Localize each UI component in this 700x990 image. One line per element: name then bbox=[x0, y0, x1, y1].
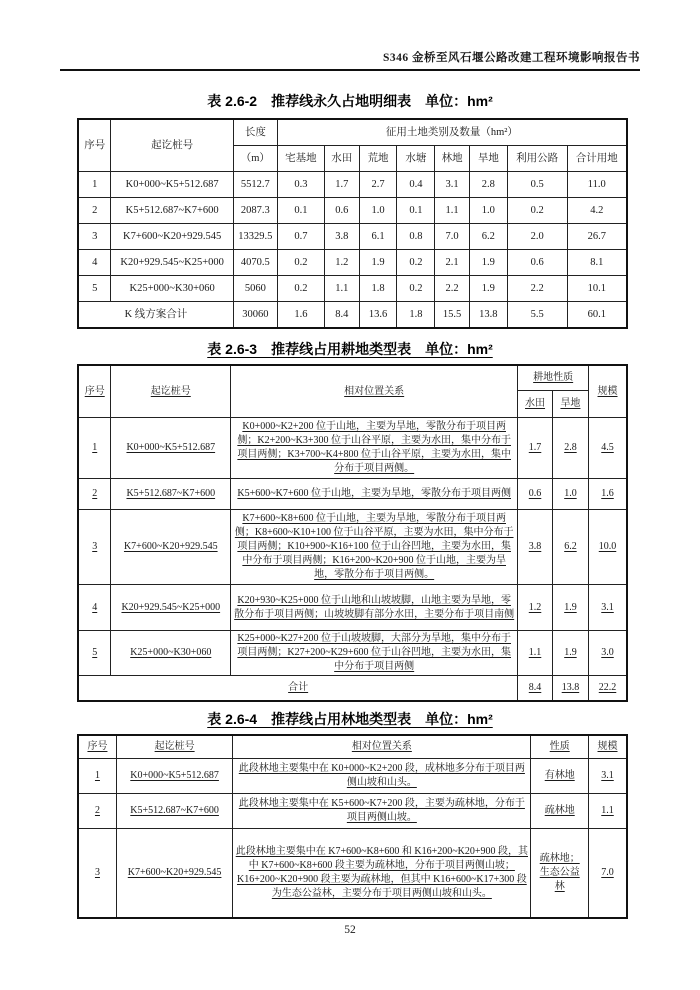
header-cell-landtype-group: 征用土地类别及数量（hm²） bbox=[277, 119, 627, 146]
header-cell-position: 相对位置关系 bbox=[231, 365, 518, 418]
cell-value: 0.8 bbox=[397, 224, 435, 250]
cell-scale-value: 22.2 bbox=[589, 676, 627, 702]
cell-value: 1.1 bbox=[435, 198, 470, 224]
cell-no: 3 bbox=[78, 510, 111, 585]
header-cell-section: 起讫桩号 bbox=[116, 735, 232, 759]
cell-value: 3.1 bbox=[435, 172, 470, 198]
cell-value: 1.0 bbox=[469, 198, 507, 224]
header-cell-existing-road: 利用公路 bbox=[507, 146, 567, 172]
cell-value: 7.0 bbox=[435, 224, 470, 250]
cell-section: K5+512.687~K7+600 bbox=[111, 198, 233, 224]
cell-dryland-value: 1.9 bbox=[552, 585, 588, 631]
cell-no: 2 bbox=[78, 794, 116, 829]
cell-section: K20+929.545~K25+000 bbox=[111, 585, 231, 631]
cell-length: 5060 bbox=[233, 276, 277, 302]
cell-value: 60.1 bbox=[567, 302, 627, 329]
cell-value: 1.9 bbox=[359, 250, 397, 276]
table-row bbox=[78, 794, 627, 829]
report-header bbox=[60, 0, 640, 71]
cell-value: 2.2 bbox=[507, 276, 567, 302]
cell-value: 1.6 bbox=[277, 302, 324, 329]
header-cell-no: 序号 bbox=[78, 119, 111, 172]
cell-value: 0.6 bbox=[324, 198, 359, 224]
cell-value: 0.2 bbox=[507, 198, 567, 224]
table-row bbox=[78, 585, 627, 631]
report-header-title: S346 金桥至风石堰公路改建工程环境影响报告书 bbox=[382, 52, 640, 64]
cell-length: 4070.5 bbox=[233, 250, 277, 276]
cell-value: 1.2 bbox=[324, 250, 359, 276]
cell-section: K7+600~K20+929.545 bbox=[111, 510, 231, 585]
header-cell-section: 起讫桩号 bbox=[111, 119, 233, 172]
cell-value: 4.2 bbox=[567, 198, 627, 224]
table-row bbox=[78, 198, 627, 224]
cell-value: 0.2 bbox=[277, 250, 324, 276]
cell-section: K7+600~K20+929.545 bbox=[111, 224, 233, 250]
cell-dryland-value: 2.8 bbox=[552, 418, 588, 479]
header-cell-paddy: 水田 bbox=[324, 146, 359, 172]
table-264-forest-types bbox=[77, 734, 628, 919]
cell-value: 2.0 bbox=[507, 224, 567, 250]
header-cell-wasteland: 荒地 bbox=[359, 146, 397, 172]
cell-no: 3 bbox=[78, 224, 111, 250]
cell-length: 5512.7 bbox=[233, 172, 277, 198]
header-cell-length: 长度 bbox=[233, 119, 277, 146]
table-row bbox=[78, 759, 627, 794]
cell-value: 0.6 bbox=[507, 250, 567, 276]
cell-value: 1.0 bbox=[359, 198, 397, 224]
cell-section: K0+000~K5+512.687 bbox=[116, 759, 232, 794]
cell-position-desc: 此段林地主要集中在 K0+000~K2+200 段，成林地多分布于项目两侧山坡和山头。 bbox=[233, 759, 531, 794]
table-row bbox=[78, 224, 627, 250]
header-cell-paddy: 水田 bbox=[518, 391, 553, 418]
cell-nature-value: 疏林地；生态公益林 bbox=[531, 829, 589, 919]
cell-value: 6.2 bbox=[469, 224, 507, 250]
cell-value: 0.1 bbox=[397, 198, 435, 224]
cell-paddy-value: 1.7 bbox=[518, 418, 553, 479]
table-row bbox=[78, 735, 627, 759]
cell-section: K25+000~K30+060 bbox=[111, 276, 233, 302]
table-row bbox=[78, 829, 627, 919]
table-row bbox=[78, 172, 627, 198]
header-cell-dryland: 旱地 bbox=[469, 146, 507, 172]
table-264-caption: 表 2.6-4 推荐线占用林地类型表 单位：hm² bbox=[207, 711, 493, 727]
cell-no: 3 bbox=[78, 829, 116, 919]
cell-value: 0.2 bbox=[397, 276, 435, 302]
table-row bbox=[78, 365, 627, 391]
cell-section: K0+000~K5+512.687 bbox=[111, 172, 233, 198]
cell-section: K0+000~K5+512.687 bbox=[111, 418, 231, 479]
cell-value: 3.8 bbox=[324, 224, 359, 250]
header-cell-length-unit: （m） bbox=[233, 146, 277, 172]
cell-paddy-value: 1.1 bbox=[518, 631, 553, 676]
cell-nature-value: 有林地 bbox=[531, 759, 589, 794]
cell-paddy-value: 8.4 bbox=[518, 676, 553, 702]
table-263-caption: 表 2.6-3 推荐线占用耕地类型表 单位：hm² bbox=[207, 341, 493, 357]
table-row bbox=[78, 510, 627, 585]
header-cell-no: 序号 bbox=[78, 735, 116, 759]
cell-no: 5 bbox=[78, 631, 111, 676]
cell-value: 0.7 bbox=[277, 224, 324, 250]
cell-paddy-value: 0.6 bbox=[518, 479, 553, 510]
cell-value: 1.8 bbox=[359, 276, 397, 302]
cell-no: 1 bbox=[78, 759, 116, 794]
cell-value: 15.5 bbox=[435, 302, 470, 329]
table-row bbox=[78, 276, 627, 302]
cell-position-desc: 此段林地主要集中在 K7+600~K8+600 和 K16+200~K20+900 段，其中 K7+600~K8+600 段主要为疏林地，分布于项目两侧山坡；K16+200~K20+900 段主要为疏林地，但其中 K16+600~K17+300 段为生态公益林，主要分布于项目两侧山坡和山头。 bbox=[233, 829, 531, 919]
cell-value: 8.4 bbox=[324, 302, 359, 329]
cell-length: 30060 bbox=[233, 302, 277, 329]
cell-value: 11.0 bbox=[567, 172, 627, 198]
header-cell-pond: 水塘 bbox=[397, 146, 435, 172]
cell-paddy-value: 3.8 bbox=[518, 510, 553, 585]
table-262-land-occupation bbox=[77, 118, 628, 329]
cell-dryland-value: 1.0 bbox=[552, 479, 588, 510]
cell-value: 8.1 bbox=[567, 250, 627, 276]
cell-scale-value: 1.1 bbox=[589, 794, 627, 829]
header-cell-position: 相对位置关系 bbox=[233, 735, 531, 759]
cell-no: 4 bbox=[78, 250, 111, 276]
cell-length: 2087.3 bbox=[233, 198, 277, 224]
cell-section: K7+600~K20+929.545 bbox=[116, 829, 232, 919]
cell-dryland-value: 1.9 bbox=[552, 631, 588, 676]
cell-value: 1.9 bbox=[469, 276, 507, 302]
cell-scale-value: 3.0 bbox=[589, 631, 627, 676]
page-number: 52 bbox=[344, 924, 356, 936]
cell-value: 6.1 bbox=[359, 224, 397, 250]
cell-value: 1.1 bbox=[324, 276, 359, 302]
cell-value: 0.5 bbox=[507, 172, 567, 198]
cell-section: K20+929.545~K25+000 bbox=[111, 250, 233, 276]
cell-value: 0.4 bbox=[397, 172, 435, 198]
table-row bbox=[78, 418, 627, 479]
cell-value: 0.2 bbox=[277, 276, 324, 302]
header-cell-forest: 林地 bbox=[435, 146, 470, 172]
header-cell-dryland: 旱地 bbox=[552, 391, 588, 418]
cell-value: 1.7 bbox=[324, 172, 359, 198]
table-row bbox=[78, 119, 627, 146]
cell-scale-value: 7.0 bbox=[589, 829, 627, 919]
cell-scale-value: 3.1 bbox=[589, 759, 627, 794]
cell-position-desc: K7+600~K8+600 位于山地，主要为旱地，零散分布于项目两侧；K8+600~K10+100 位于山谷平原，主要为水田，集中分布于项目两侧；K10+900~K16+100 位于山谷凹地，主要为水田，集中分布于项目两侧；K16+200~K20+900 位于山地，主要为旱地，零散分布于项目两侧。 bbox=[231, 510, 518, 585]
cell-nature-value: 疏林地 bbox=[531, 794, 589, 829]
cell-position-desc: K25+000~K27+200 位于山坡坡脚，大部分为旱地，集中分布于项目两侧；K27+200~K29+600 位于山谷凹地，主要为水田，集中分布于项目两侧 bbox=[231, 631, 518, 676]
header-cell-section: 起讫桩号 bbox=[111, 365, 231, 418]
table-263-farmland-types bbox=[77, 364, 628, 702]
table-row bbox=[78, 250, 627, 276]
header-cell-nature: 性质 bbox=[531, 735, 589, 759]
header-cell-no: 序号 bbox=[78, 365, 111, 418]
cell-value: 0.2 bbox=[397, 250, 435, 276]
cell-value: 13.8 bbox=[469, 302, 507, 329]
cell-value: 2.8 bbox=[469, 172, 507, 198]
header-cell-scale: 规模 bbox=[589, 735, 627, 759]
cell-no: 2 bbox=[78, 479, 111, 510]
cell-value: 2.1 bbox=[435, 250, 470, 276]
header-cell-total: 合计用地 bbox=[567, 146, 627, 172]
cell-position-desc: K0+000~K2+200 位于山地，主要为旱地，零散分布于项目两侧；K2+200~K3+300 位于山谷平原，主要为水田，集中分布于项目两侧；K3+700~K4+800 位于山谷平原，主要为水田，集中分布于项目两侧。 bbox=[231, 418, 518, 479]
cell-no: 2 bbox=[78, 198, 111, 224]
cell-section: K25+000~K30+060 bbox=[111, 631, 231, 676]
cell-scale-value: 3.1 bbox=[589, 585, 627, 631]
table-total-row bbox=[78, 302, 627, 329]
cell-value: 1.8 bbox=[397, 302, 435, 329]
cell-value: 26.7 bbox=[567, 224, 627, 250]
cell-position-desc: 此段林地主要集中在 K5+600~K7+200 段，主要为疏林地，分布于项目两侧山坡。 bbox=[233, 794, 531, 829]
cell-dryland-value: 6.2 bbox=[552, 510, 588, 585]
table-262-caption: 表 2.6-2 推荐线永久占地明细表 单位：hm² bbox=[207, 93, 493, 109]
cell-position-desc: K20+930~K25+000 位于山地和山坡坡脚，山地主要为旱地，零散分布于项目两侧；山坡坡脚有部分水田，主要分布于项目南侧 bbox=[231, 585, 518, 631]
cell-total-label: K 线方案合计 bbox=[78, 302, 233, 329]
table-row bbox=[78, 631, 627, 676]
cell-value: 10.1 bbox=[567, 276, 627, 302]
cell-section: K5+512.687~K7+600 bbox=[116, 794, 232, 829]
cell-scale-value: 10.0 bbox=[589, 510, 627, 585]
cell-position-desc: K5+600~K7+600 位于山地，主要为旱地，零散分布于项目两侧 bbox=[231, 479, 518, 510]
table-total-row bbox=[78, 676, 627, 702]
cell-no: 5 bbox=[78, 276, 111, 302]
cell-value: 2.7 bbox=[359, 172, 397, 198]
cell-value: 2.2 bbox=[435, 276, 470, 302]
header-cell-homestead: 宅基地 bbox=[277, 146, 324, 172]
header-cell-farmland-nature-group: 耕地性质 bbox=[518, 365, 589, 391]
cell-paddy-value: 1.2 bbox=[518, 585, 553, 631]
cell-section: K5+512.687~K7+600 bbox=[111, 479, 231, 510]
cell-no: 1 bbox=[78, 172, 111, 198]
table-row bbox=[78, 479, 627, 510]
cell-value: 13.6 bbox=[359, 302, 397, 329]
cell-dryland-value: 13.8 bbox=[552, 676, 588, 702]
cell-value: 0.3 bbox=[277, 172, 324, 198]
cell-value: 5.5 bbox=[507, 302, 567, 329]
header-cell-scale: 规模 bbox=[589, 365, 627, 418]
cell-total-label: 合计 bbox=[78, 676, 518, 702]
cell-no: 4 bbox=[78, 585, 111, 631]
cell-scale-value: 4.5 bbox=[589, 418, 627, 479]
cell-no: 1 bbox=[78, 418, 111, 479]
cell-length: 13329.5 bbox=[233, 224, 277, 250]
cell-scale-value: 1.6 bbox=[589, 479, 627, 510]
cell-value: 1.9 bbox=[469, 250, 507, 276]
cell-value: 0.1 bbox=[277, 198, 324, 224]
